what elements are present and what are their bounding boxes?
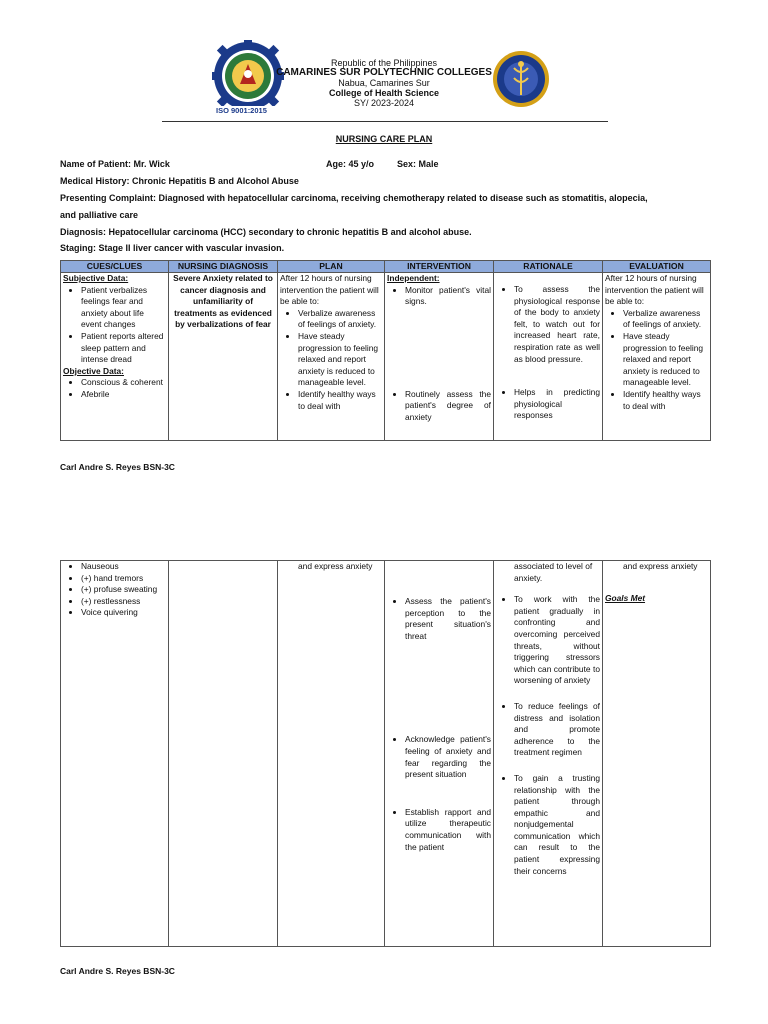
footer-author: Carl Andre S. Reyes BSN-3C bbox=[60, 462, 175, 472]
list-item: • Monitor patient's vital signs. bbox=[405, 285, 491, 308]
plan-continuation: and express anxiety bbox=[298, 561, 373, 571]
school-year: SY/ 2023-2024 bbox=[353, 98, 415, 108]
college-name: CAMARINES SUR POLYTECHNIC COLLEGES bbox=[276, 67, 492, 78]
header-divider bbox=[162, 121, 608, 122]
column-header-diagnosis: NURSING DIAGNOSIS bbox=[169, 261, 278, 273]
patient-sex: Sex: Male bbox=[397, 159, 439, 169]
cues-cell bbox=[61, 273, 169, 441]
rationale-continuation: associated to level of anxiety. bbox=[514, 561, 593, 583]
care-plan-table-page-1 bbox=[60, 260, 711, 441]
medical-history: Medical History: Chronic Hepatitis B and Alcohol Abuse bbox=[60, 176, 299, 186]
intervention-cell bbox=[385, 561, 494, 947]
list-item: • Patient reports altered sleep pattern and intense dread bbox=[81, 331, 166, 366]
list-item: • (+) restlessness bbox=[81, 596, 166, 608]
care-plan-table-page-2 bbox=[60, 560, 711, 947]
presenting-complaint-cont: and palliative care bbox=[60, 210, 139, 220]
list-item: • Patient verbalizes feelings fear and anxiety about life event changes bbox=[81, 285, 166, 331]
list-item: • Afebrile bbox=[81, 389, 166, 401]
republic-line: Republic of the Philippines bbox=[330, 58, 438, 68]
list-item: • Conscious & coherent bbox=[81, 377, 166, 389]
evaluation-cell bbox=[603, 273, 711, 441]
evaluation-cell bbox=[603, 561, 711, 947]
list-item: • To assess the physiological response of the body to anxiety felt, to watch out for increased heart rate, respiration rate as well as blood pressure. bbox=[514, 284, 600, 365]
column-header-intervention: INTERVENTION bbox=[385, 261, 494, 273]
list-item: • Nauseous bbox=[81, 561, 166, 573]
evaluation-continuation: and express anxiety bbox=[623, 561, 698, 571]
rationale-cell bbox=[494, 273, 603, 441]
presenting-complaint: Presenting Complaint: Diagnosed with hepatocellular carcinoma, receiving chemotherapy related to disease such as stomatitis, alopecia, bbox=[60, 193, 648, 203]
column-header-evaluation: EVALUATION bbox=[603, 261, 711, 273]
list-item: • Identify healthy ways to deal with bbox=[298, 389, 382, 412]
college-address: Nabua, Camarines Sur bbox=[338, 78, 430, 88]
list-item: • (+) hand tremors bbox=[81, 573, 166, 585]
footer-author: Carl Andre S. Reyes BSN-3C bbox=[60, 966, 175, 976]
staging: Staging: Stage II liver cancer with vascular invasion. bbox=[60, 243, 285, 253]
independent-label: Independent: bbox=[387, 273, 440, 283]
institution-header bbox=[268, 58, 500, 108]
nursing-diagnosis-cell: Severe Anxiety related to cancer diagnosis and unfamiliarity of treatments as evidenced by verbalizations of fear bbox=[169, 273, 278, 441]
objective-label: Objective Data: bbox=[63, 365, 124, 376]
plan-intro: After 12 hours of nursing intervention the patient will be able to: bbox=[280, 273, 379, 307]
column-header-cues: CUES/CLUES bbox=[61, 261, 169, 273]
list-item: • To reduce feelings of distress and isolation and promote adherence to the treatment regimen bbox=[514, 701, 600, 759]
patient-age: Age: 45 y/o bbox=[326, 159, 375, 169]
list-item: • Establish rapport and utilize therapeutic communication with the patient bbox=[405, 807, 491, 853]
nursing-diagnosis-cell bbox=[169, 561, 278, 947]
list-item: • (+) profuse sweating bbox=[81, 584, 166, 596]
patient-name: Name of Patient: Mr. Wick bbox=[60, 159, 170, 169]
department-name: College of Health Science bbox=[328, 88, 440, 98]
rationale-cell bbox=[494, 561, 603, 947]
subjective-label: Subjective Data: bbox=[63, 273, 129, 283]
iso-badge: ISO 9001:2015 bbox=[216, 106, 267, 115]
list-item: • Voice quivering bbox=[81, 607, 166, 619]
list-item: • Have steady progression to feeling relaxed and report anxiety is reduced to manageable level. bbox=[298, 331, 382, 389]
evaluation-intro: After 12 hours of nursing intervention the patient will be able to: bbox=[605, 273, 704, 307]
list-item: • Verbalize awareness of feelings of anxiety. bbox=[298, 308, 382, 331]
plan-cell bbox=[278, 273, 385, 441]
goals-met-label: Goals Met bbox=[605, 592, 646, 603]
list-item: • Have steady progression to feeling relaxed and report anxiety is reduced to manageable level. bbox=[623, 331, 708, 389]
column-header-rationale: RATIONALE bbox=[494, 261, 603, 273]
list-item: • Routinely assess the patient's degree of anxiety bbox=[405, 389, 491, 424]
list-item: • Identify healthy ways to deal with bbox=[623, 389, 708, 412]
list-item: • To gain a trusting relationship with the patient through empathic and nonjudgemental communication which can result to the patient expressing their concerns bbox=[514, 773, 600, 877]
document-title: NURSING CARE PLAN bbox=[335, 134, 433, 144]
cues-cell bbox=[61, 561, 169, 947]
diagnosis: Diagnosis: Hepatocellular carcinoma (HCC) secondary to chronic hepatitis B and alcohol abuse. bbox=[60, 227, 472, 237]
list-item: • Verbalize awareness of feelings of anxiety. bbox=[623, 308, 708, 331]
plan-cell bbox=[278, 561, 385, 947]
list-item: • To work with the patient gradually in confronting and overcoming perceived threats, without triggering stressors which can contribute to worsening of anxiety bbox=[514, 594, 600, 687]
intervention-cell bbox=[385, 273, 494, 441]
column-header-plan: PLAN bbox=[278, 261, 385, 273]
list-item: • Helps in predicting physiological responses bbox=[514, 387, 600, 422]
list-item: • Assess the patient's perception to the present situation's threat bbox=[405, 596, 491, 642]
list-item: • Acknowledge patient's feeling of anxiety and fear regarding the present situation bbox=[405, 734, 491, 780]
college-of-health-science-seal-logo bbox=[492, 50, 550, 108]
